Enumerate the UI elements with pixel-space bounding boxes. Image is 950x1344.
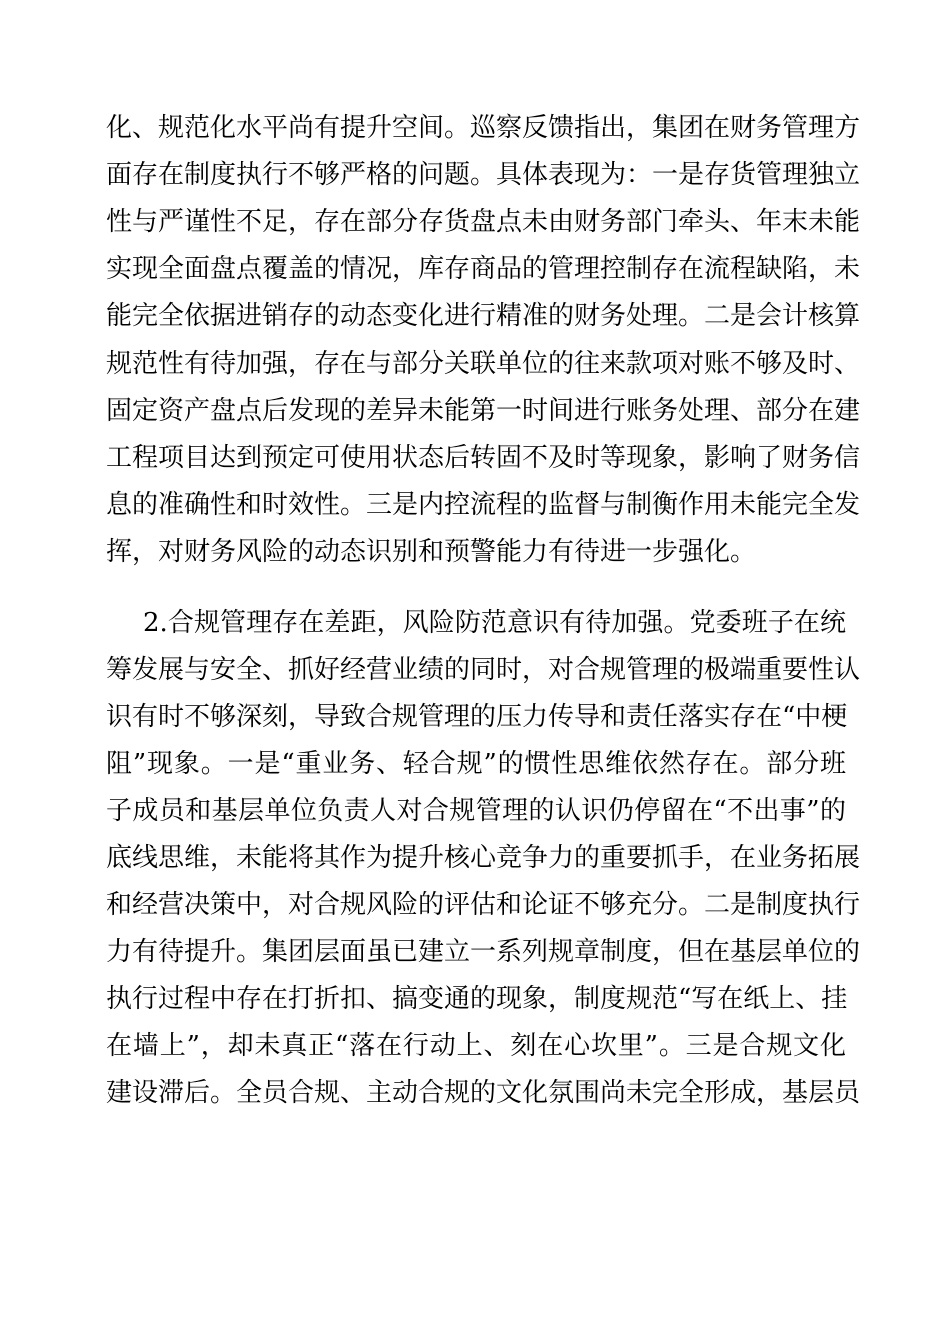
- text-line: 在墙上”，却未真正“落在行动上、刻在心坎里”。三是合规文化: [106, 1031, 846, 1061]
- text-line: 性与严谨性不足，存在部分存货盘点未由财务部门牵头、年末未能: [106, 207, 861, 237]
- text-line: 和经营决策中，对合规风险的评估和论证不够充分。二是制度执行: [106, 890, 861, 920]
- text-line: 实现全面盘点覆盖的情况，库存商品的管理控制存在流程缺陷，未: [106, 254, 861, 284]
- text-line: 阻”现象。一是“重业务、轻合规”的惯性思维依然存在。部分班: [106, 749, 846, 779]
- text-line: 挥，对财务风险的动态识别和预警能力有待进一步强化。: [106, 537, 757, 567]
- text-line: 固定资产盘点后发现的差异未能第一时间进行账务处理、部分在建: [106, 396, 861, 426]
- text-line: 力有待提升。集团层面虽已建立一系列规章制度，但在基层单位的: [106, 937, 861, 967]
- text-line: 底线思维，未能将其作为提升核心竞争力的重要抓手，在业务拓展: [106, 843, 861, 873]
- text-line: 规范性有待加强，存在与部分关联单位的往来款项对账不够及时、: [106, 349, 861, 379]
- text-line: 面存在制度执行不够严格的问题。具体表现为：一是存货管理独立: [106, 160, 861, 190]
- text-line: 执行过程中存在打折扣、搞变通的现象，制度规范“写在纸上、挂: [106, 984, 848, 1014]
- text-line: 息的准确性和时效性。三是内控流程的监督与制衡作用未能完全发: [106, 490, 861, 520]
- text-line: 识有时不够深刻，导致合规管理的压力传导和责任落实存在“中梗: [106, 702, 848, 732]
- text-line: 筹发展与安全、抓好经营业绩的同时，对合规管理的极端重要性认: [106, 655, 861, 685]
- text-line: 工程项目达到预定可使用状态后转固不及时等现象，影响了财务信: [106, 443, 861, 473]
- section-heading-line: 2.合规管理存在差距，风险防范意识有待加强。党委班子在统: [143, 608, 846, 638]
- text-line: 子成员和基层单位负责人对合规管理的认识仍停留在“不出事”的: [106, 796, 846, 826]
- text-line: 建设滞后。全员合规、主动合规的文化氛围尚未完全形成，基层员: [106, 1078, 861, 1108]
- text-line: 能完全依据进销存的动态变化进行精准的财务处理。二是会计核算: [106, 301, 861, 331]
- text-line: 化、规范化水平尚有提升空间。巡察反馈指出，集团在财务管理方: [106, 113, 861, 143]
